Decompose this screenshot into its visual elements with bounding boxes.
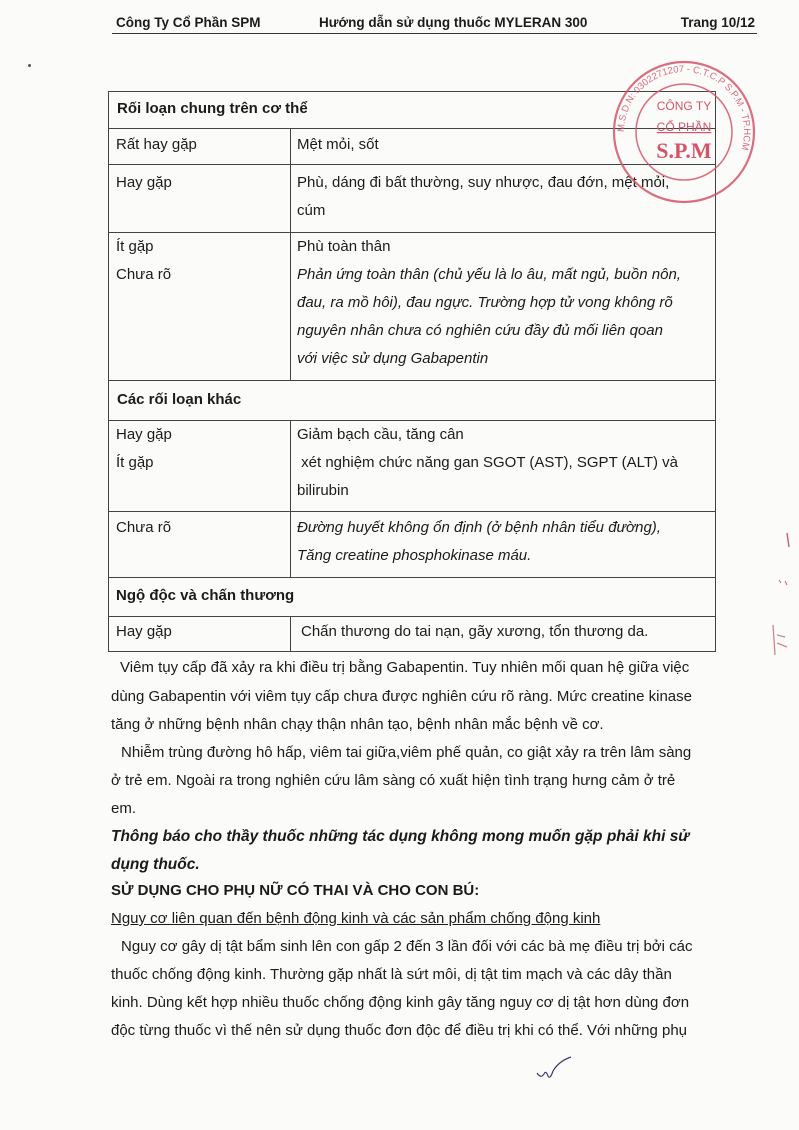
header-company: Công Ty Cổ Phần SPM [116,15,261,30]
effect-text: cúm [297,202,326,219]
effect-cell [297,617,715,651]
stamp-line3: S.P.M [656,138,712,163]
frequency-cell [109,512,291,578]
frequency-cell [109,421,291,512]
body-paragraph-line: em. [111,800,137,817]
effect-text: Mệt mỏi, sốt [297,136,379,153]
body-paragraph-line: dùng Gabapentin với viêm tụy cấp chưa được nghiên cứu rõ ràng. Mức creatine kinase [111,688,692,705]
effect-cell [291,233,715,381]
body-paragraph-line: Nhiễm trùng đường hô hấp, viêm tai giữa,viêm phế quản, co giật xảy ra trên lâm sàng [121,744,692,761]
frequency-cell [109,129,291,165]
effect-text: bilirubin [297,482,349,499]
body-paragraph-line: tăng ở những bệnh nhân chạy thận nhân tạo, bệnh nhân mắc bệnh về cơ. [111,716,604,733]
frequency-cell [109,233,291,381]
table-row [108,420,716,512]
body-paragraph-line: ở trẻ em. Ngoài ra trong nghiên cứu lâm sàng có xuất hiện tình trạng hưng cảm ở trẻ [111,772,676,789]
notice-text: dụng thuốc. [111,856,200,873]
effect-text: xét nghiệm chức năng gan SGOT (AST), SGPT (ALT) và [297,454,679,471]
effect-text: nguyên nhân chưa có nghiên cứu đầy đủ mối liên qoan [297,322,663,339]
stamp-line2: CỔ PHẦN [656,120,712,134]
effect-text: Tăng creatine phosphokinase máu. [297,547,532,564]
body-paragraph-line: Nguy cơ gây dị tật bẩm sinh lên con gấp 2 đến 3 lần đối với các bà mẹ điều trị bởi các [121,938,693,955]
effect-text: Đường huyết không ổn định (ở bệnh nhân tiểu đường), [297,519,661,536]
frequency-label: Chưa rõ [116,266,172,283]
effect-text: Chấn thương do tai nạn, gãy xương, tổn thương da. [301,623,649,640]
table-row [108,511,716,578]
margin-marks [765,525,795,665]
header-page-number: Trang 10/12 [680,15,755,30]
signature-mark [535,1055,575,1085]
company-stamp [611,59,757,205]
body-paragraph-line: độc từng thuốc vì thế nên sử dụng thuốc đơn độc để điều trị khi có thể. Với những phụ [111,1022,687,1039]
effect-cell [291,421,715,512]
effect-text: Phù toàn thân [297,238,391,255]
frequency-label: Chưa rõ [116,519,172,536]
frequency-label: Ít gặp [116,454,154,471]
frequency-cell [109,617,291,651]
body-paragraph-line: Viêm tụy cấp đã xảy ra khi điều trị bằng Gabapentin. Tuy nhiên mối quan hệ giữa việc [120,659,690,676]
section-row-injury [108,577,716,617]
header-title: Hướng dẫn sử dụng thuốc MYLERAN 300 [319,15,588,30]
section-row-other [108,380,716,421]
frequency-cell [109,165,291,233]
section-title-injury: Ngộ độc và chấn thương [116,587,295,604]
svg-text:M.S.D.N: 0302271207 - C.T.C.P: M.S.D.N: 0302271207 - C.T.C.P S.P.M - TP.HCM [615,63,753,152]
effect-text: Phù, dáng đi bất thường, suy nhược, đau đớn, mệt mỏi, [297,174,670,191]
frequency-label: Hay gặp [116,174,172,191]
frequency-label: Hay gặp [116,623,172,640]
section-title-other: Các rối loạn khác [117,391,242,408]
body-paragraph-line: kinh. Dùng kết hợp nhiều thuốc chống động kinh gây tăng nguy cơ dị tật hơn dùng đơn [111,994,690,1011]
frequency-label: Rất hay gặp [116,136,197,153]
scan-speck [28,64,31,67]
effect-text: với việc sử dụng Gabapentin [297,350,489,367]
page-header [112,11,757,34]
effect-cell [291,512,715,578]
section-title-general: Rối loạn chung trên cơ thể [117,100,308,117]
section-subheading: Nguy cơ liên quan đến bệnh động kinh và các sản phẩm chống động kinh [111,910,601,927]
frequency-label: Ít gặp [116,238,154,255]
table-row [108,616,716,652]
effect-text: Phản ứng toàn thân (chủ yếu là lo âu, mất ngủ, buồn nôn, [297,266,681,283]
effect-text: đau, ra mồ hôi), đau ngực. Trường hợp tử vong không rõ [297,294,673,311]
frequency-label: Hay gặp [116,426,172,443]
effect-text: Giảm bạch cầu, tăng cân [297,426,464,443]
section-heading: SỬ DỤNG CHO PHỤ NỮ CÓ THAI VÀ CHO CON BÚ: [111,882,480,899]
notice-text: Thông báo cho thầy thuốc những tác dụng không mong muốn gặp phải khi sử [111,828,690,845]
table-row [108,232,716,381]
body-paragraph-line: thuốc chống động kinh. Thường gặp nhất là sứt môi, dị tật tim mạch và các dây thần [111,966,672,983]
stamp-line1: CÔNG TY [656,99,712,113]
